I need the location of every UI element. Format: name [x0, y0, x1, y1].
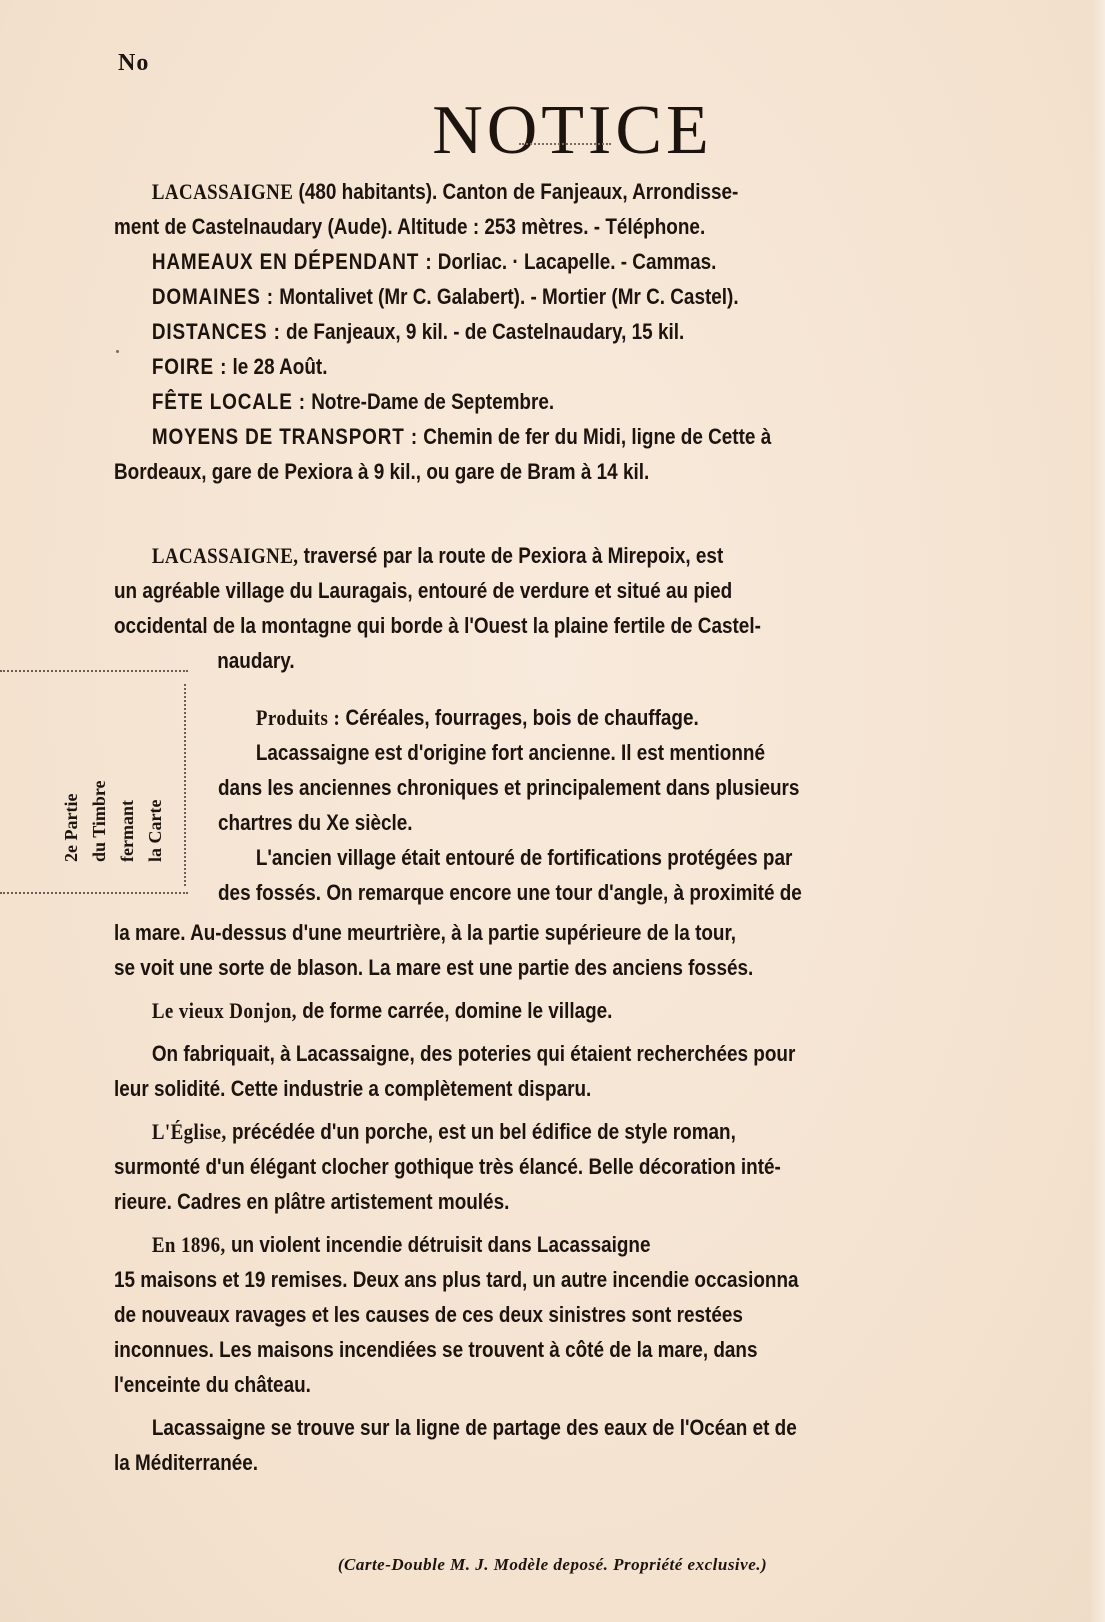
fortif-text: des fossés. On remarque encore une tour d'angle, à proximité de	[218, 880, 802, 905]
intro-lead: LACASSAIGNE,	[151, 543, 299, 568]
produits-value: Céréales, fourrages, bois de chauffage.	[345, 705, 699, 730]
transport-value: Chemin de fer du Midi, ligne de Cette à	[423, 424, 772, 449]
incendie-line-2	[114, 1262, 1022, 1297]
distances-line	[114, 314, 1022, 349]
eglise-line-2	[114, 1149, 1022, 1184]
eglise-line-3	[114, 1184, 1022, 1219]
origine-line-3	[218, 805, 1018, 840]
village-name: LACASSAIGNE	[151, 179, 294, 204]
produits-section	[218, 700, 1018, 910]
intro-text: occidental de la montagne qui borde à l'Ouest la plaine fertile de Castel-	[114, 613, 761, 638]
transport-label: MOYENS DE TRANSPORT :	[151, 424, 418, 449]
fortif-line-1	[218, 840, 1018, 875]
origine-line-2	[218, 770, 1018, 805]
incendie-text: de nouveaux ravages et les causes de ces deux sinistres sont restées	[114, 1302, 743, 1327]
incendie-line-5	[114, 1367, 1022, 1402]
intro-line-4	[114, 643, 1022, 678]
title-divider	[519, 143, 611, 145]
village-summary-cont: ment de Castelnaudary (Aude). Altitude : 253 mètres. - Téléphone.	[114, 214, 706, 239]
origine-line-1	[218, 735, 1018, 770]
incendie-line-1	[114, 1227, 1022, 1262]
fete-value: Notre-Dame de Septembre.	[311, 389, 555, 414]
fete-line	[114, 384, 1022, 419]
distances-label: DISTANCES :	[151, 319, 281, 344]
intro-paragraph	[114, 538, 1022, 678]
intro-line-2	[114, 573, 1022, 608]
paper-edge	[1091, 0, 1105, 1622]
village-summary: (480 habitants). Canton de Fanjeaux, Arrondisse-	[298, 179, 739, 204]
stamp-area-right-border	[184, 684, 186, 886]
transport-value-cont: Bordeaux, gare de Pexiora à 9 kil., ou gare de Bram à 14 kil.	[114, 459, 650, 484]
incendie-lead: En 1896,	[151, 1232, 226, 1257]
eglise-lead: L'Église,	[151, 1119, 227, 1144]
publisher-footer: (Carte-Double M. J. Modèle deposé. Propriété exclusive.)	[337, 1555, 768, 1574]
partage-line-2	[114, 1445, 1022, 1480]
stamp-label-line: 2e Partie	[61, 793, 81, 862]
fortif-line-2	[218, 875, 1018, 910]
eglise-line-1	[114, 1114, 1022, 1149]
foire-label: FOIRE :	[151, 354, 228, 379]
poteries-text: On fabriquait, à Lacassaigne, des poteries qui étaient recherchées pour	[151, 1041, 796, 1066]
origine-text: chartres du Xe siècle.	[218, 810, 413, 835]
eglise-text: rieure. Cadres en plâtre artistement moulés.	[114, 1189, 510, 1214]
info-block	[114, 174, 1022, 489]
donjon-value: de forme carrée, domine le village.	[302, 998, 613, 1023]
stamp-label-line: fermant	[117, 800, 137, 862]
partage-line-1	[114, 1410, 1022, 1445]
partage-text: la Méditerranée.	[114, 1450, 259, 1475]
intro-text: un agréable village du Lauragais, entouré de verdure et situé au pied	[114, 578, 733, 603]
fortif-text: la mare. Au-dessus d'une meurtrière, à la partie supérieure de la tour,	[114, 920, 737, 945]
origine-text: dans les anciennes chroniques et principalement dans plusieurs	[218, 775, 800, 800]
intro-line-1	[114, 538, 1022, 573]
domaines-value: Montalivet (Mr C. Galabert). - Mortier (Mr C. Castel).	[279, 284, 739, 309]
intro-text: naudary.	[217, 648, 295, 673]
hameaux-line	[114, 244, 1022, 279]
produits-label: Produits :	[255, 705, 341, 730]
stamp-label-line: la Carte	[145, 799, 165, 862]
stamp-area-label	[60, 712, 180, 862]
transport-line-2	[114, 454, 1022, 489]
foire-value: le 28 Août.	[232, 354, 328, 379]
incendie-text: inconnues. Les maisons incendiées se trouvent à côté de la mare, dans	[114, 1337, 758, 1362]
fortif-text: L'ancien village était entouré de fortifications protégées par	[255, 845, 793, 870]
poteries-line-2	[114, 1071, 1022, 1106]
incendie-line-4	[114, 1332, 1022, 1367]
domaines-line	[114, 279, 1022, 314]
info-line-2	[114, 209, 1022, 244]
fortif-line-4	[114, 950, 1022, 985]
distances-value: de Fanjeaux, 9 kil. - de Castelnaudary, 15 kil.	[286, 319, 685, 344]
partage-text: Lacassaigne se trouve sur la ligne de partage des eaux de l'Océan et de	[151, 1415, 797, 1440]
intro-text: traversé par la route de Pexiora à Mirepoix, est	[303, 543, 724, 568]
eglise-text: précédée d'un porche, est un bel édifice de style roman,	[231, 1119, 736, 1144]
stamp-label-line: du Timbre	[89, 780, 109, 862]
donjon-lead: Le vieux Donjon,	[151, 998, 297, 1023]
incendie-text: l'enceinte du château.	[114, 1372, 311, 1397]
number-label: No	[118, 50, 150, 76]
fete-label: FÊTE LOCALE :	[151, 389, 306, 414]
eglise-text: surmonté d'un élégant clocher gothique très élancé. Belle décoration inté-	[114, 1154, 781, 1179]
transport-line	[114, 419, 1022, 454]
fortif-line-3	[114, 915, 1022, 950]
stamp-area-bottom-border	[0, 892, 188, 894]
incendie-line-3	[114, 1297, 1022, 1332]
lower-text	[114, 915, 1022, 1480]
page-title: NOTICE	[432, 91, 713, 169]
hameaux-value: Dorliac. · Lacapelle. - Cammas.	[437, 249, 717, 274]
incendie-text: un violent incendie détruisit dans Lacassaigne	[231, 1232, 651, 1257]
info-line-1	[114, 174, 1022, 209]
donjon-line	[114, 993, 1022, 1028]
hameaux-label: HAMEAUX EN DÉPENDANT :	[151, 249, 433, 274]
origine-text: Lacassaigne est d'origine fort ancienne. Il est mentionné	[255, 740, 766, 765]
domaines-label: DOMAINES :	[151, 284, 274, 309]
produits-line	[218, 700, 1018, 735]
intro-line-3	[114, 608, 1022, 643]
fortif-text: se voit une sorte de blason. La mare est une partie des anciens fossés.	[114, 955, 754, 980]
foire-line	[114, 349, 1022, 384]
incendie-text: 15 maisons et 19 remises. Deux ans plus tard, un autre incendie occasionna	[114, 1267, 799, 1292]
poteries-line-1	[114, 1036, 1022, 1071]
poteries-text: leur solidité. Cette industrie a complètement disparu.	[114, 1076, 592, 1101]
